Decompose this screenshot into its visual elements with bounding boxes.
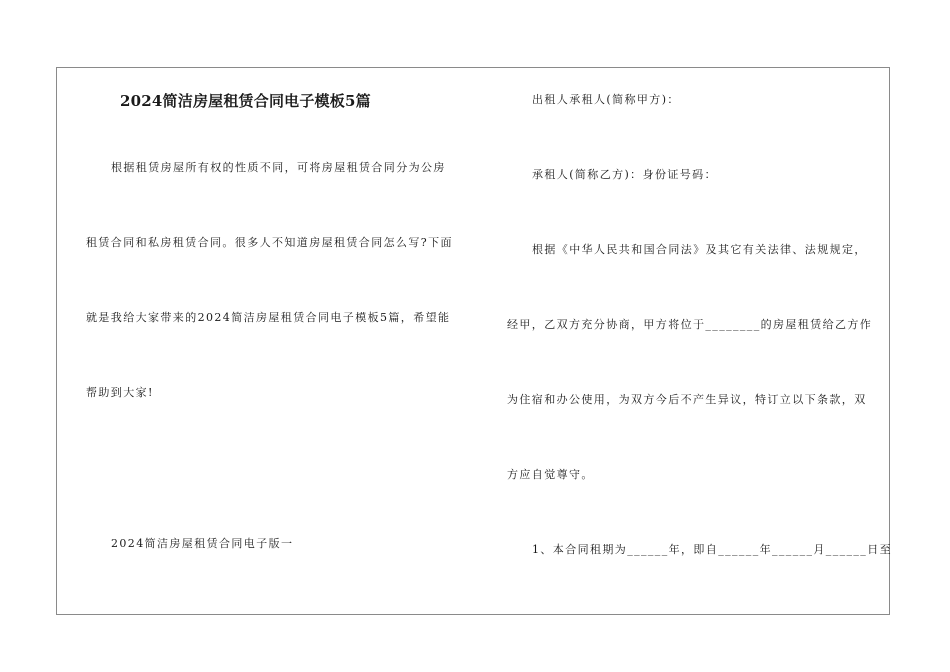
section-heading: 2024简洁房屋租赁合同电子版一: [111, 537, 294, 550]
intro-line-3: 就是我给大家带来的2024简洁房屋租赁合同电子模板5篇，希望能: [86, 311, 451, 324]
intro-line-4: 帮助到大家!: [86, 386, 154, 399]
document-title: 2024简洁房屋租赁合同电子模板5篇: [120, 92, 371, 110]
intro-line-2: 租赁合同和私房租赁合同。很多人不知道房屋租赁合同怎么写?下面: [86, 236, 453, 249]
intro-line-1: 根据租赁房屋所有权的性质不同，可将房屋租赁合同分为公房: [111, 161, 446, 174]
basis-line-4: 方应自觉尊守。: [507, 468, 594, 481]
lessee-line: 承租人(简称乙方)：身份证号码：: [532, 168, 717, 181]
basis-line-3: 为住宿和办公使用，为双方今后不产生异议，特订立以下条款，双: [507, 393, 867, 406]
basis-line-2: 经甲，乙双方充分协商，甲方将位于________的房屋租赁给乙方作: [507, 318, 873, 331]
page-frame: [56, 67, 890, 615]
clause-1: 1、本合同租期为______年，即自______年______月______日至: [532, 543, 892, 556]
lessor-line: 出租人承租人(简称甲方)：: [532, 93, 680, 106]
basis-line-1: 根据《中华人民共和国合同法》及其它有关法律、法规规定，: [532, 243, 867, 256]
